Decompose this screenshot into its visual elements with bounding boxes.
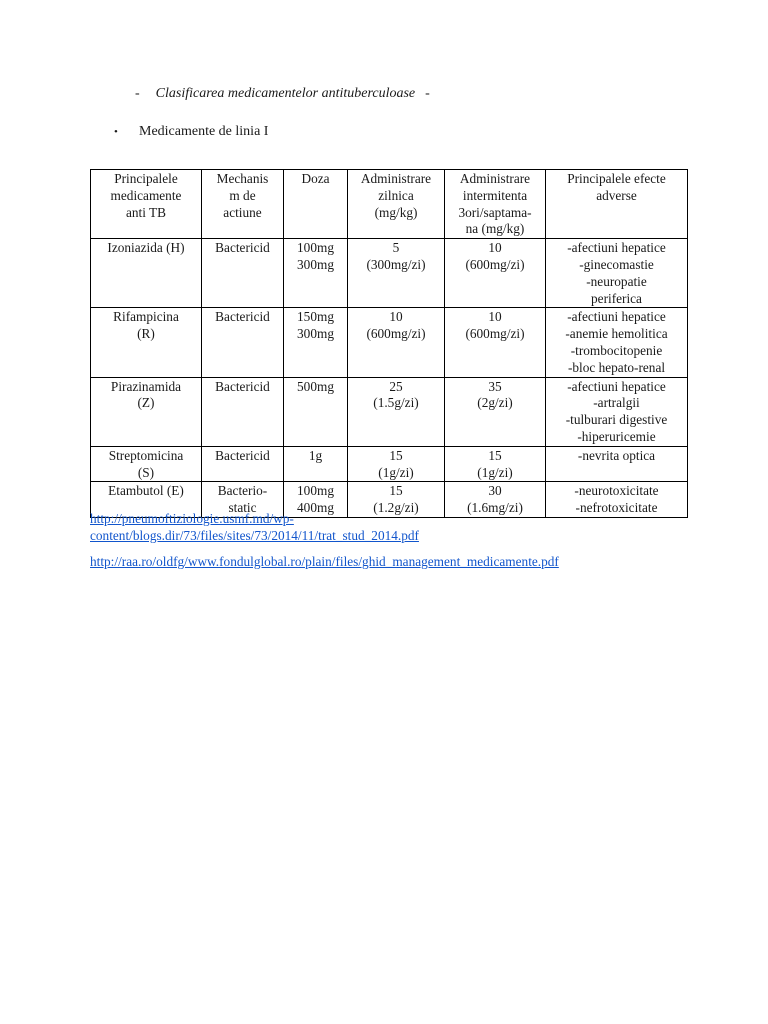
cell-daily: 15 (1g/zi) [348,446,445,482]
cell-mechanism: Bactericid [202,377,284,446]
bullet-text: Medicamente de linia I [139,124,269,139]
cell-dose: 500mg [284,377,348,446]
cell-effects: -afectiuni hepatice -anemie hemolitica -trombocitopenie -bloc hepato-renal [546,308,688,377]
cell-mechanism: Bactericid [202,239,284,308]
cell-daily: 10 (600mg/zi) [348,308,445,377]
cell-intermittent: 30 (1.6mg/zi) [445,482,546,518]
cell-daily: 5 (300mg/zi) [348,239,445,308]
cell-effects: -neurotoxicitate -nefrotoxicitate [546,482,688,518]
header-dose: Doza [284,170,348,239]
bullet-item [114,124,268,140]
cell-intermittent: 10 (600mg/zi) [445,308,546,377]
cell-intermittent: 15 (1g/zi) [445,446,546,482]
reference-link-usmf[interactable] [90,510,559,544]
heading-dash-right: - [425,86,430,101]
cell-drug: Rifampicina (R) [91,308,202,377]
cell-daily: 25 (1.5g/zi) [348,377,445,446]
cell-effects: -afectiuni hepatice -ginecomastie -neuropatie periferica [546,239,688,308]
table-header-row [91,170,688,239]
link-usmf-line1: http://pneumoftiziologie.usmf.md/wp- [90,511,294,526]
reference-links [90,510,559,570]
cell-mechanism: Bactericid [202,308,284,377]
header-drug: Principalele medicamente anti TB [91,170,202,239]
cell-dose: 100mg 300mg [284,239,348,308]
heading-text: Clasificarea medicamentelor antituberculoase [155,86,416,101]
header-daily: Administrare zilnica (mg/kg) [348,170,445,239]
table-row [91,377,688,446]
table-row [91,239,688,308]
header-effects: Principalele efecte adverse [546,170,688,239]
cell-dose: 150mg 300mg [284,308,348,377]
section-heading [135,86,430,102]
cell-effects: -nevrita optica [546,446,688,482]
drugs-table [90,169,688,518]
cell-mechanism: Bacterio- static [202,482,284,518]
cell-mechanism: Bactericid [202,446,284,482]
link-usmf-line2: content/blogs.dir/73/files/sites/73/2014/11/trat_stud_2014.pdf [90,528,419,543]
table-row [91,446,688,482]
cell-drug: Izoniazida (H) [91,239,202,308]
cell-intermittent: 10 (600mg/zi) [445,239,546,308]
header-intermittent: Administrare intermitenta 3ori/saptama- na (mg/kg) [445,170,546,239]
cell-effects: -afectiuni hepatice -artralgii -tulburari digestive -hiperuricemie [546,377,688,446]
cell-drug: Etambutol (E) [91,482,202,518]
cell-drug: Streptomicina (S) [91,446,202,482]
header-mechanism: Mechanis m de actiune [202,170,284,239]
reference-link-fondulglobal[interactable]: http://raa.ro/oldfg/www.fondulglobal.ro/plain/files/ghid_management_medicamente.pdf [90,554,559,569]
table-row [91,308,688,377]
cell-daily: 15 (1.2g/zi) [348,482,445,518]
heading-dash-left: - [135,86,140,101]
cell-dose: 1g [284,446,348,482]
cell-drug: Pirazinamida (Z) [91,377,202,446]
cell-intermittent: 35 (2g/zi) [445,377,546,446]
cell-dose: 100mg 400mg [284,482,348,518]
bullet-icon: • [114,126,118,138]
